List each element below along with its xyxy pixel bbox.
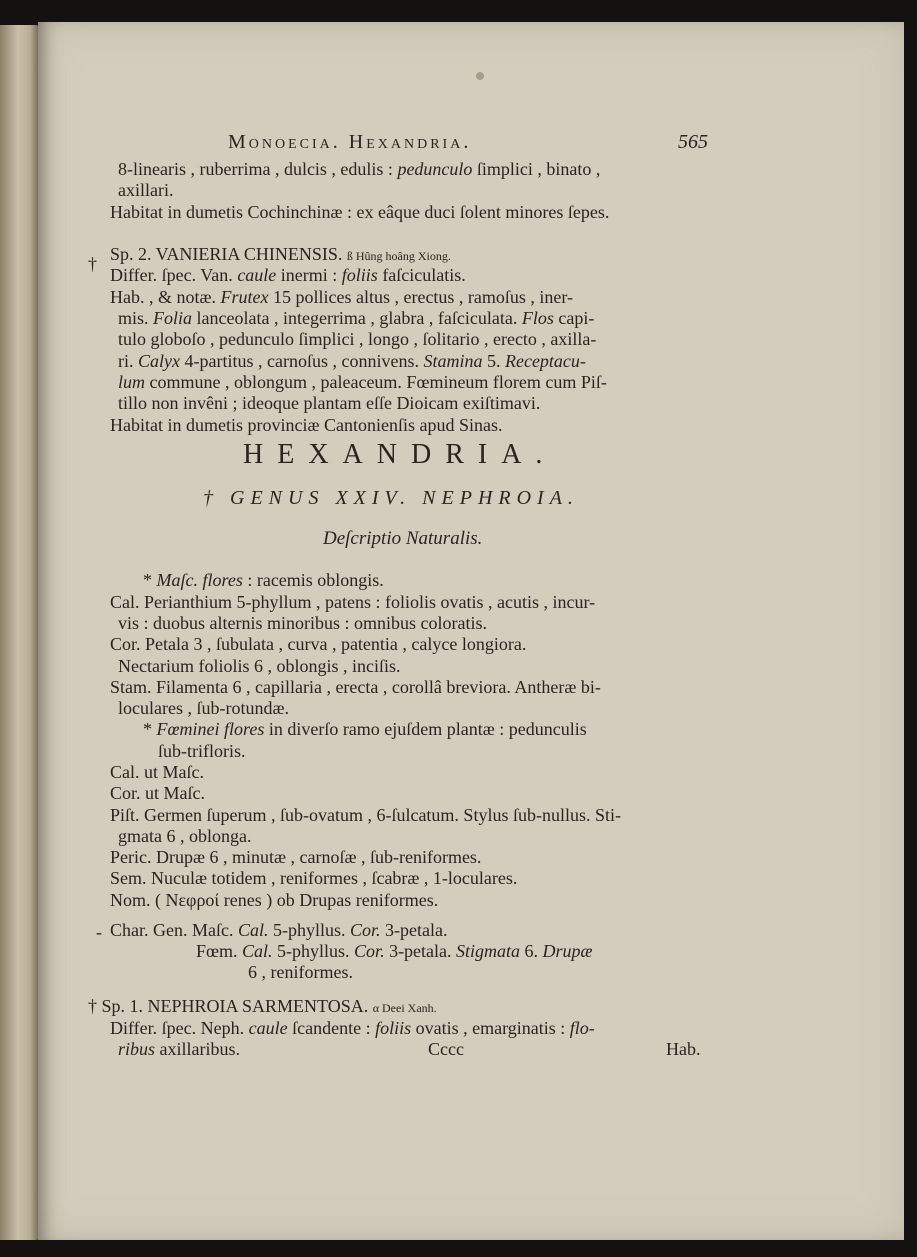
species-heading: Sp. 2. VANIERIA CHINENSIS. ß Hûng hoâng Xiong. xyxy=(110,244,451,264)
dagger-mark: † xyxy=(88,254,97,274)
text-line: Cal. Perianthium 5-phyllum , patens : foliolis ovatis , acutis , incur- xyxy=(110,592,596,612)
text-line: tulo globoſo , pedunculo ſimplici , longo , ſolitario , erecto , axilla- xyxy=(118,329,597,349)
text-line: Habitat in dumetis Cochinchinæ : ex eâque duci ſolent minores ſepes. xyxy=(110,202,610,222)
text-line: 6 , reniformes. xyxy=(248,962,353,982)
text-line: * Maſc. flores : racemis oblongis. xyxy=(143,570,384,590)
text-line: Stam. Filamenta 6 , capillaria , erecta , corollâ breviora. Antheræ bi- xyxy=(110,677,601,697)
text-line: Char. Gen. Maſc. Cal. 5-phyllus. Cor. 3-petala. xyxy=(110,920,448,940)
text-line: Cor. Petala 3 , ſubulata , curva , patentia , calyce longiora. xyxy=(110,634,527,654)
text-line: Peric. Drupæ 6 , minutæ , carnoſæ , ſub-reniformes. xyxy=(110,847,482,867)
text-line: Fœm. Cal. 5-phyllus. Cor. 3-petala. Stigmata 6. Drupæ xyxy=(196,941,593,961)
facing-page-edge xyxy=(0,25,40,1240)
text-line: Nectarium foliolis 6 , oblongis , inciſis. xyxy=(118,656,401,676)
running-title: Monoecia. Hexandria. xyxy=(228,131,472,153)
catchword: Hab. xyxy=(666,1039,701,1059)
genus-heading: † GENUS XXIV. NEPHROIA. xyxy=(203,487,579,509)
text-line: Nom. ( Νεφροί renes ) ob Drupas reniformes. xyxy=(110,890,439,910)
dash-mark: - xyxy=(96,922,102,942)
description-heading: Deſcriptio Naturalis. xyxy=(323,528,483,549)
text-line: Cor. ut Maſc. xyxy=(110,783,205,803)
text-line: * Fœminei flores in diverſo ramo ejuſdem plantæ : pedunculis xyxy=(143,719,587,739)
text-line: vis : duobus alternis minoribus : omnibus coloratis. xyxy=(118,613,487,633)
paper-stain xyxy=(476,72,484,80)
text-line: Cal. ut Maſc. xyxy=(110,762,204,782)
text-line: Differ. ſpec. Van. caule inermi : foliis faſciculatis. xyxy=(110,265,466,285)
text-line: axillari. xyxy=(118,180,174,200)
text-line: tillo non invêni ; ideoque plantam eſſe Dioicam exiſtimavi. xyxy=(118,393,541,413)
text-line: Habitat in dumetis provinciæ Cantonienſis apud Sinas. xyxy=(110,415,503,435)
text-line: lum commune , oblongum , paleaceum. Fœmineum florem cum Piſ- xyxy=(118,372,607,392)
text-line: loculares , ſub-rotundæ. xyxy=(118,698,289,718)
text-line: gmata 6 , oblonga. xyxy=(118,826,252,846)
text-line: ribus axillaribus. xyxy=(118,1039,240,1059)
species-heading: † Sp. 1. NEPHROIA SARMENTOSA. α Deei Xanh. xyxy=(88,996,437,1016)
section-heading: HEXANDRIA. xyxy=(243,439,557,470)
text-line: ri. Calyx 4-partitus , carnoſus , connivens. Stamina 5. Receptacu- xyxy=(118,351,586,371)
text-line: Hab. , & notæ. Frutex 15 pollices altus , erectus , ramoſus , iner- xyxy=(110,287,574,307)
text-line: ſub-trifloris. xyxy=(158,741,246,761)
page-number: 565 xyxy=(678,131,708,153)
book-page xyxy=(38,22,904,1240)
text-line: Sem. Nuculæ totidem , reniformes , ſcabræ , 1-loculares. xyxy=(110,868,518,888)
text-line: Piſt. Germen ſuperum , ſub-ovatum , 6-ſulcatum. Stylus ſub-nullus. Sti- xyxy=(110,805,621,825)
text-line: Differ. ſpec. Neph. caule ſcandente : foliis ovatis , emarginatis : flo- xyxy=(110,1018,595,1038)
signature-mark: Cccc xyxy=(428,1039,464,1059)
text-line: mis. Folia lanceolata , integerrima , glabra , faſciculata. Flos capi- xyxy=(118,308,595,328)
text-line: 8-linearis , ruberrima , dulcis , edulis : pedunculo ſimplici , binato , xyxy=(118,159,601,179)
